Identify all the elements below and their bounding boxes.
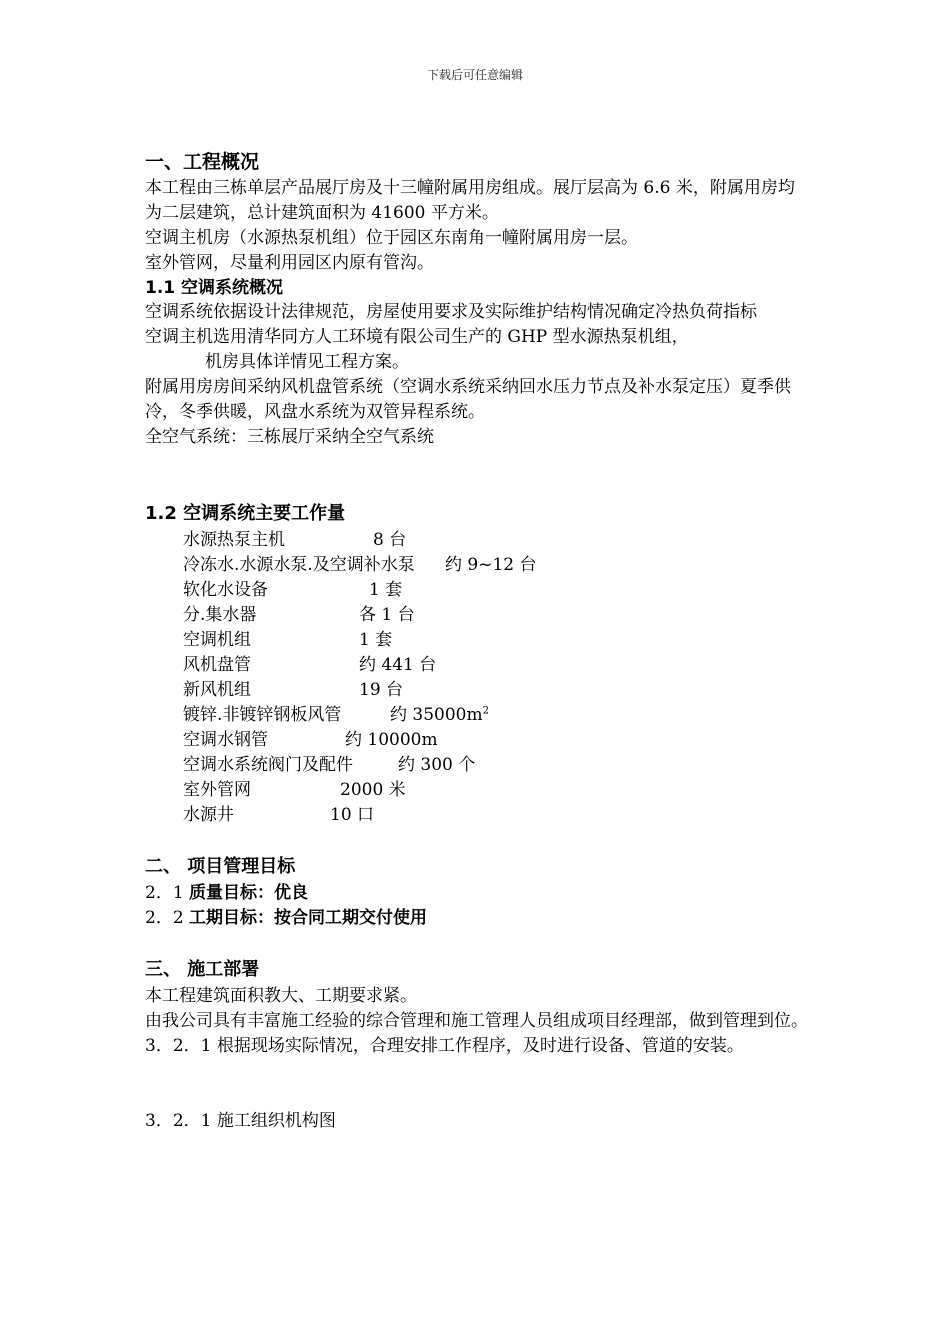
section-3-title: 三、 施工部署: [145, 959, 260, 980]
workload-item: 镀锌.非镀锌钢板风管: [183, 705, 342, 725]
section-1-1-title: 1.1 空调系统概况: [145, 278, 284, 298]
workload-row: [145, 603, 810, 628]
workload-row: [145, 553, 810, 578]
workload-value: 19 台: [359, 680, 404, 700]
goal-text: 质量目标：优良: [189, 883, 309, 903]
goal-number: 2．1: [145, 883, 190, 903]
goal-number: 2．2: [145, 908, 190, 928]
workload-item: 空调水系统阀门及配件: [183, 755, 353, 775]
workload-item: 新风机组: [183, 680, 251, 700]
workload-value: 1 套: [359, 630, 393, 650]
goal-text: 工期目标：按合同工期交付使用: [189, 908, 428, 928]
workload-row: [145, 528, 810, 553]
goal-schedule: [145, 906, 810, 931]
section-1-paragraph-3: 室外管网，尽量利用园区内原有管沟。: [145, 253, 434, 273]
workload-value: 1 套: [369, 580, 403, 600]
workload-value: 约 9~12 台: [445, 555, 537, 575]
workload-value: 约 300 个: [398, 755, 476, 775]
workload-item: 室外管网: [183, 780, 251, 800]
workload-item: 分.集水器: [183, 605, 257, 625]
workload-row: [145, 703, 810, 728]
workload-value: 各 1 台: [359, 605, 415, 625]
section-1-1-paragraph-5: 全空气系统：三栋展厅采纳全空气系统: [145, 427, 434, 447]
workload-item: 软化水设备: [183, 580, 268, 600]
workload-value: 约 10000m: [345, 730, 438, 750]
workload-row: [145, 728, 810, 753]
workload-value: 约 441 台: [359, 655, 437, 675]
workload-item: 空调水钢管: [183, 730, 268, 750]
section-2-title: 二、 项目管理目标: [145, 856, 296, 877]
superscript: 2: [482, 705, 489, 717]
workload-row: [145, 778, 810, 803]
section-3-paragraph-3: 3．2．1 根据现场实际情况，合理安排工作程序，及时进行设备、管道的安装。: [145, 1036, 744, 1056]
workload-item: 水源井: [183, 805, 234, 825]
section-1-title: 一、工程概况: [145, 151, 260, 173]
header-note: 下载后可任意编辑: [426, 68, 523, 82]
workload-row: [145, 678, 810, 703]
workload-row: [145, 803, 810, 828]
workload-row: [145, 753, 810, 778]
workload-list: [145, 528, 810, 828]
section-1-1-paragraph-2: 空调主机选用清华同方人工环境有限公司生产的 GHP 型水源热泵机组，: [145, 327, 689, 347]
section-1-1-paragraph-4: 附属用房房间采纳风机盘管系统（空调水系统采纳回水压力节点及补水泵定压）夏季供冷，冬季供暖，风盘水系统为双管异程系统。: [145, 377, 791, 422]
section-3-paragraph-4: 3．2．1 施工组织机构图: [145, 1111, 336, 1131]
workload-item: 空调机组: [183, 630, 251, 650]
section-3-paragraph-1: 本工程建筑面积教大、工期要求紧。: [145, 986, 417, 1006]
document-body: [145, 148, 810, 1134]
section-1-paragraph-2: 空调主机房（水源热泵机组）位于园区东南角一幢附属用房一层。: [145, 228, 638, 248]
workload-item: 水源热泵主机: [183, 530, 285, 550]
section-1-2-title: 1.2 空调系统主要工作量: [145, 503, 346, 524]
section-1-paragraph-1: 本工程由三栋单层产品展厅房及十三幢附属用房组成。展厅层高为 6.6 米，附属用房均为二层建筑，总计建筑面积为 41600 平方米。: [145, 178, 795, 223]
section-1-1-paragraph-3: 机房具体详情见工程方案。: [205, 352, 409, 372]
workload-item: 冷冻水.水源水泵.及空调补水泵: [183, 555, 415, 575]
workload-row: [145, 628, 810, 653]
section-1-1-paragraph-1: 空调系统依据设计法律规范，房屋使用要求及实际维护结构情况确定冷热负荷指标: [145, 302, 757, 322]
workload-row: [145, 578, 810, 603]
goal-quality: [145, 881, 810, 906]
workload-value: 8 台: [373, 530, 407, 550]
workload-value: 10 口: [330, 805, 375, 825]
section-3-paragraph-2: 由我公司具有丰富施工经验的综合管理和施工管理人员组成项目经理部，做到管理到位。: [145, 1011, 808, 1031]
workload-row: [145, 653, 810, 678]
workload-item: 风机盘管: [183, 655, 251, 675]
workload-value-text: 约 35000m: [390, 705, 483, 725]
workload-value: [390, 703, 489, 728]
workload-value: 2000 米: [340, 780, 406, 800]
